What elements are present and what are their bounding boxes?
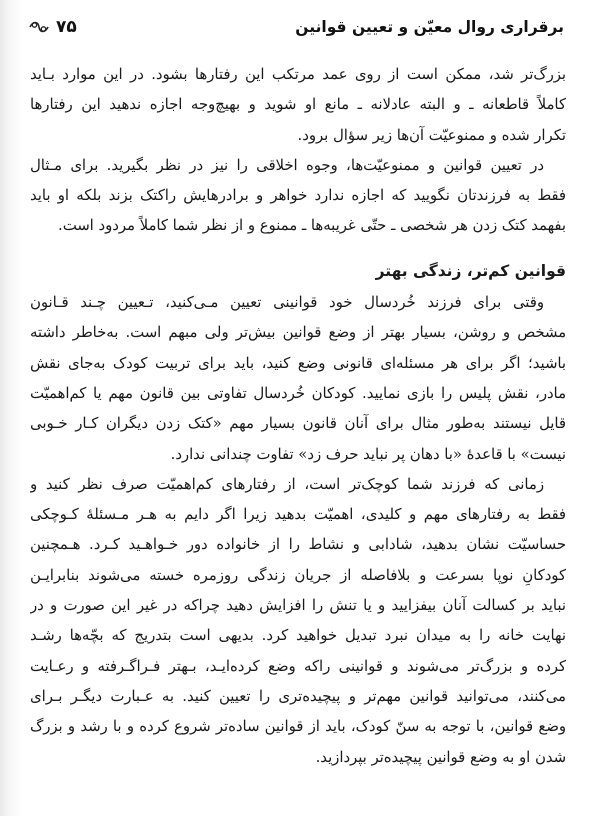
text-line: بزرگ‌تر شد، ممکن است از روی عمد مرتکب این رفتارها بشود. در این موارد بـاید — [30, 66, 566, 83]
text-line: فقط به رفتارهای مهم و کلیدی، اهمیّت بدهید زیرا اگر دایم به هـر مـسئلهٔ کـوچکی — [30, 506, 566, 524]
section-heading: قوانین کم‌تر، زندگی بهتر — [375, 261, 566, 280]
text-line: وضع قوانین، با توجه به سنّ کودک، باید از قوانین ساده‌تر شروع کرده و با رشد و بزرگ — [30, 718, 566, 736]
text-line: زمانی که فرزند شما کوچک‌تر است، از رفتارهای کم‌اهمیّت صرف نظر کنید و — [30, 475, 544, 493]
text-line: کودکانِ نوپا بسرعت و بلافاصله از جریان زندگی روزمره خسته می‌شوند بنابرایـن — [30, 566, 566, 584]
text-line: کاملاً قاطعانه ـ و البته عادلانه ـ مانع او شوید و بهیچ‌وجه اجازه ندهید این رفتارها — [30, 96, 566, 114]
paragraph — [30, 470, 566, 773]
paragraph — [30, 60, 566, 151]
page-header — [28, 14, 564, 40]
text-line: تکرار شده و ممنوعیّت آن‌ها زیر سؤال برود. — [297, 126, 566, 144]
text-line: نیست» با قاعدهٔ «با دهان پر نباید حرف زد» تفاوت چندانی ندارد. — [170, 445, 566, 463]
text-line: کرده و بزرگ‌تر می‌شوند و قوانینی راکه وضع کرده‌ایـد، بـهتر فـراگـرفته و رعـایت — [30, 657, 566, 675]
text-line: مادر، نقش پلیس را بازی نمایید. کودکان خُردسال تفاوتی بین قانون مهم یا کم‌اهمیّت — [30, 384, 566, 402]
text-line: وقتی برای فرزند خُردسال خود قوانینی تعیین مـی‌کنید، تـعیین چـند قـانون — [30, 294, 544, 312]
text-line: می‌کنند، می‌توانید قوانین مهم‌تر و پیچیده‌تری را تعیین کنید. به عـبارت دیگـر بـرای — [30, 687, 566, 705]
text-line: باشید؛ اگر برای هر مسئله‌ای قانونی وضع کنید، باید برای تربیت کودک به‌جای نقش — [30, 354, 566, 372]
text-line: در تعیین قوانین و ممنوعیّت‌ها، وجوه اخلاقی را نیز در نظر بگیرید. برای مـثال — [30, 156, 544, 174]
text-line: نهایت خانه را به میدان نبرد تبدیل خواهید کرد. بدیهی است بتدریج که بچّه‌ها رشـد — [30, 627, 566, 645]
paragraph — [30, 151, 566, 242]
text-line: بفهمد کتک زدن هر شخصی ـ حتّی غریبه‌ها ـ ممنوع و از نظر شما کاملاً مردود است. — [58, 217, 566, 235]
fleuron-ornament-icon — [28, 19, 50, 35]
page-number: ۷۵ — [56, 17, 77, 37]
text-line: قایل نیستند به‌طور مثال برای آنان قانون بسیار مهم «کتک زدن دیگران کـار خـوبی — [30, 415, 566, 433]
running-title: برقراری روال معیّن و تعیین قوانین — [295, 18, 564, 36]
text-line: نباید بر کسالت آنان بیفزایید و یا تنش را افزایش دهید چراکه در غیر این صورت و در — [30, 597, 566, 615]
text-line: فقط به فرزندتان نگویید که اجازه ندارد خواهر و برادرهایش راکتک بزند بلکه او باید — [30, 187, 566, 205]
paragraph — [30, 288, 566, 470]
section-spacer — [30, 242, 566, 248]
text-line: شدن او به وضع قوانین پیچیده‌تر بپردازید. — [315, 748, 566, 766]
text-line: مشخص و روشن، بسیار بهتر از وضع قوانین بیش‌تر ولی مبهم است. به‌خاطر داشته — [30, 324, 566, 342]
page-number-group — [28, 17, 77, 37]
text-line: حساسیّت نشان بدهید، شادابی و نشاط را از خانواده دور خـواهـید کـرد. هـمچنین — [30, 536, 566, 554]
body-text — [30, 60, 566, 773]
